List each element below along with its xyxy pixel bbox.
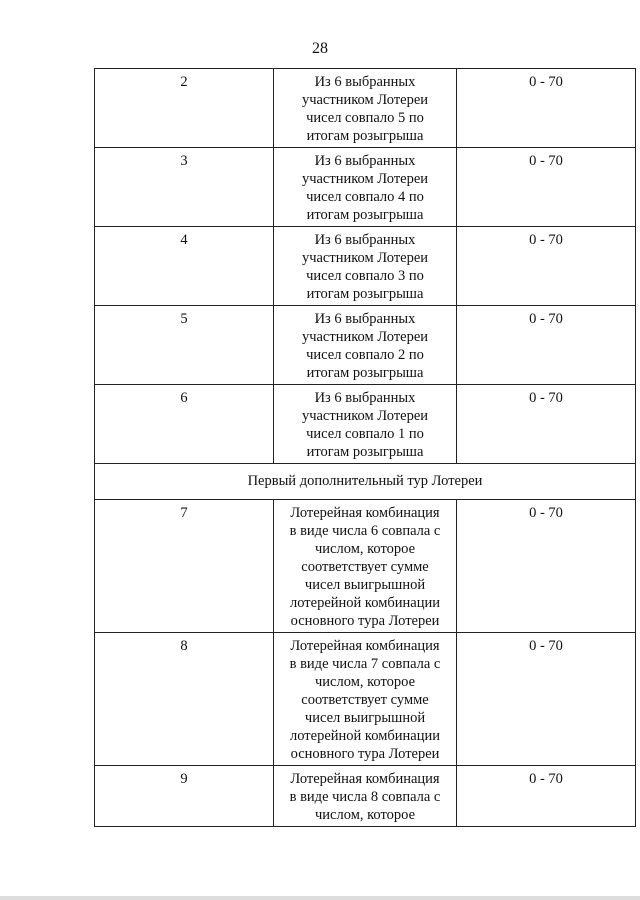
condition-line: итогам розыгрыша xyxy=(306,207,424,223)
table-row xyxy=(95,69,636,148)
condition-line: участником Лотереи xyxy=(301,408,429,424)
condition-line: Из 6 выбранных xyxy=(314,153,416,169)
condition-line: чисел совпало 3 по xyxy=(306,268,424,284)
condition-line: соответствует сумме xyxy=(301,692,429,708)
condition-line: итогам розыгрыша xyxy=(306,286,424,302)
winning-condition xyxy=(274,227,457,306)
winning-condition xyxy=(274,69,457,148)
condition-line: чисел выигрышной xyxy=(304,577,426,593)
condition-line: итогам розыгрыша xyxy=(306,128,424,144)
winning-condition xyxy=(274,148,457,227)
condition-line: итогам розыгрыша xyxy=(306,365,424,381)
condition-line: лотерейной комбинации xyxy=(290,595,440,611)
winning-condition xyxy=(274,633,457,766)
condition-line: в виде числа 7 совпала с xyxy=(289,656,441,672)
prize-range: 0 - 70 xyxy=(457,227,636,306)
prize-range: 0 - 70 xyxy=(457,766,636,827)
condition-line: основного тура Лотереи xyxy=(290,746,440,762)
table-row xyxy=(95,227,636,306)
table-row xyxy=(95,148,636,227)
table-row xyxy=(95,306,636,385)
condition-line: чисел совпало 1 по xyxy=(306,426,424,442)
condition-line: числом, которое xyxy=(315,807,415,823)
condition-line: числом, которое xyxy=(315,541,415,557)
table-row xyxy=(95,766,636,827)
prize-table-body xyxy=(95,69,636,827)
combination-number: 6 xyxy=(95,385,274,464)
winning-condition xyxy=(274,306,457,385)
condition-line: чисел выигрышной xyxy=(304,710,426,726)
winning-condition xyxy=(274,766,457,827)
combination-number: 5 xyxy=(95,306,274,385)
prize-range: 0 - 70 xyxy=(457,385,636,464)
condition-line: чисел совпало 2 по xyxy=(306,347,424,363)
condition-line: соответствует сумме xyxy=(301,559,429,575)
condition-line: основного тура Лотереи xyxy=(290,613,440,629)
prize-range: 0 - 70 xyxy=(457,633,636,766)
prize-range: 0 - 70 xyxy=(457,148,636,227)
prize-table xyxy=(94,68,636,827)
prize-range: 0 - 70 xyxy=(457,69,636,148)
condition-line: участником Лотереи xyxy=(301,171,429,187)
scan-edge xyxy=(0,896,640,900)
condition-line: в виде числа 6 совпала с xyxy=(289,523,441,539)
condition-line: чисел совпало 4 по xyxy=(306,189,424,205)
section-row xyxy=(95,464,636,500)
prize-range: 0 - 70 xyxy=(457,306,636,385)
condition-line: итогам розыгрыша xyxy=(306,444,424,460)
combination-number: 7 xyxy=(95,500,274,633)
condition-line: Лотерейная комбинация xyxy=(290,505,440,521)
table-row xyxy=(95,633,636,766)
prize-range: 0 - 70 xyxy=(457,500,636,633)
condition-line: числом, которое xyxy=(315,674,415,690)
condition-line: в виде числа 8 совпала с xyxy=(289,789,441,805)
condition-line: Из 6 выбранных xyxy=(314,232,416,248)
combination-number: 9 xyxy=(95,766,274,827)
condition-line: участником Лотереи xyxy=(301,329,429,345)
combination-number: 3 xyxy=(95,148,274,227)
table-row xyxy=(95,500,636,633)
page-number: 28 xyxy=(312,40,328,57)
condition-line: Из 6 выбранных xyxy=(314,74,416,90)
winning-condition xyxy=(274,385,457,464)
combination-number: 2 xyxy=(95,69,274,148)
condition-line: чисел совпало 5 по xyxy=(306,110,424,126)
condition-line: участником Лотереи xyxy=(301,92,429,108)
condition-line: Лотерейная комбинация xyxy=(290,638,440,654)
table-row xyxy=(95,385,636,464)
winning-condition xyxy=(274,500,457,633)
condition-line: лотерейной комбинации xyxy=(290,728,440,744)
condition-line: Из 6 выбранных xyxy=(314,390,416,406)
condition-line: Из 6 выбранных xyxy=(314,311,416,327)
section-title: Первый дополнительный тур Лотереи xyxy=(95,464,636,500)
combination-number: 8 xyxy=(95,633,274,766)
condition-line: участником Лотереи xyxy=(301,250,429,266)
combination-number: 4 xyxy=(95,227,274,306)
condition-line: Лотерейная комбинация xyxy=(290,771,440,787)
